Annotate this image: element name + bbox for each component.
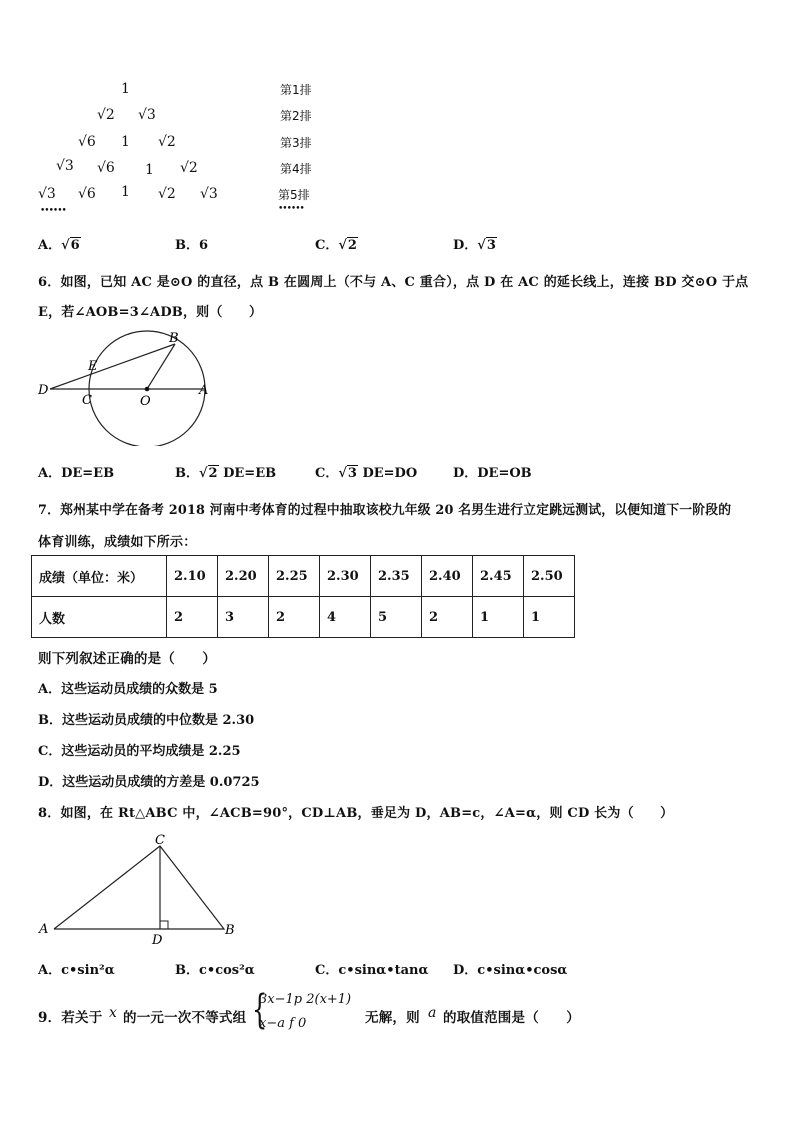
q6-option-b-radicand: 2 — [208, 466, 218, 481]
tri-r4-i2: √6 — [97, 160, 115, 176]
q9-var-a: a — [428, 1005, 437, 1021]
tri-r5-i4: √2 — [158, 186, 176, 202]
q7-text-line1: 7．郑州某中学在备考 2018 河南中考体育的过程中抽取该校九年级 20 名男生进行立定跳远测试，以便知道下一阶段的 — [38, 503, 732, 518]
q5-option-a[interactable] — [38, 234, 81, 253]
brace-icon: { — [252, 987, 268, 1033]
label-b: B — [225, 923, 235, 938]
q7-option-c[interactable]: C．这些运动员的平均成绩是 2.25 — [38, 744, 241, 759]
q5-option-d-value: 3 — [486, 238, 496, 253]
sqrt-sign: √ — [338, 238, 347, 253]
q6-option-b-rest: DE=EB — [223, 466, 277, 481]
q7-option-a[interactable]: A．这些运动员成绩的众数是 5 — [38, 682, 218, 697]
tri-r3-i3: √2 — [158, 134, 176, 150]
label-b: B — [169, 331, 179, 346]
right-angle-mark — [160, 921, 168, 929]
sqrt-sign: √ — [477, 238, 486, 253]
table-row — [32, 597, 575, 638]
tri-r1-i1: 1 — [121, 81, 130, 97]
label-o: O — [140, 394, 151, 409]
q5-option-d[interactable] — [453, 234, 497, 253]
table-cell: 2.10 — [167, 556, 218, 597]
q9-prefix: 9．若关于 — [38, 1010, 103, 1026]
sqrt-sign: √ — [61, 238, 70, 253]
label-e: E — [88, 359, 98, 374]
q7-prompt: 则下列叙述正确的是（ ） — [38, 651, 217, 667]
q9-inequality-2: x−a f 0 — [259, 1016, 307, 1031]
q8-option-b[interactable]: B．c•cos²α — [175, 963, 255, 978]
table-cell: 2 — [422, 597, 473, 638]
table-cell: 2.20 — [218, 556, 269, 597]
q8-option-d[interactable]: D．c•sinα•cosα — [453, 963, 568, 978]
q6-option-a[interactable]: A．DE=EB — [38, 466, 115, 481]
q8-text: 8．如图，在 Rt△ABC 中，∠ACB=90°，CD⊥AB，垂足为 D，AB=c，∠A=α，则 CD 长为（ ） — [38, 806, 674, 821]
q6-option-d[interactable]: D．DE=OB — [453, 466, 532, 481]
q6-text-line2: E，若∠AOB=3∠ADB，则（ ） — [38, 305, 263, 320]
line-db — [50, 344, 175, 389]
sqrt-sign: √ — [338, 466, 347, 481]
q9-suffix1: 无解，则 — [365, 1010, 420, 1026]
label-c: C — [82, 393, 92, 408]
q6-circle-figure — [36, 328, 216, 446]
table-cell: 2.40 — [422, 556, 473, 597]
q9-inequality-1: 3x−1p 2(x+1) — [259, 992, 352, 1007]
label-c: C — [155, 833, 165, 848]
q5-option-c-prefix: C． — [315, 238, 339, 253]
table-cell: 1 — [473, 597, 524, 638]
tri-r4-i1: √3 — [56, 158, 74, 174]
q6-option-b[interactable] — [175, 462, 276, 481]
q8-option-c[interactable]: C．c•sinα•tanα — [315, 963, 429, 978]
q8-triangle-figure — [34, 830, 240, 950]
tri-dots-left: •••••• — [40, 206, 66, 216]
table-cell: 2.25 — [269, 556, 320, 597]
q9-mid: 的一元一次不等式组 — [123, 1010, 247, 1026]
table-header-score: 成绩（单位：米） — [32, 556, 167, 597]
q5-option-c-value: 2 — [347, 238, 357, 253]
table-cell: 2 — [167, 597, 218, 638]
label-d: D — [152, 933, 163, 948]
tri-r2-i1: √2 — [97, 107, 115, 123]
q8-option-a[interactable]: A．c•sin²α — [38, 963, 115, 978]
table-row — [32, 556, 575, 597]
table-cell: 2.35 — [371, 556, 422, 597]
tri-dots-right: •••••• — [278, 204, 304, 214]
sqrt-sign: √ — [199, 466, 208, 481]
q9-suffix2: 的取值范围是（ ） — [443, 1010, 580, 1026]
q6-option-b-prefix: B． — [175, 466, 199, 481]
q6-option-c-rest: DE=DO — [362, 466, 418, 481]
row-label-5: 第5排 — [278, 188, 310, 202]
row-label-2: 第2排 — [280, 109, 312, 123]
row-label-1: 第1排 — [280, 83, 312, 97]
tri-r3-i1: √6 — [78, 134, 96, 150]
triangle-abc — [54, 846, 224, 929]
tri-r5-i3: 1 — [121, 184, 130, 200]
q9-var-x: x — [109, 1005, 117, 1021]
label-a: A — [199, 383, 209, 398]
table-cell: 2.30 — [320, 556, 371, 597]
label-a: A — [39, 922, 49, 937]
scores-table — [31, 555, 575, 638]
label-d: D — [38, 383, 49, 398]
tri-r5-i5: √3 — [200, 186, 218, 202]
table-cell: 2.50 — [524, 556, 575, 597]
table-header-count: 人数 — [32, 597, 167, 638]
q6-option-c-prefix: C． — [315, 466, 339, 481]
q5-option-c[interactable] — [315, 234, 358, 253]
q5-option-b[interactable]: B．6 — [175, 238, 209, 253]
q6-option-c[interactable] — [315, 462, 417, 481]
q6-text-line1: 6．如图，已知 AC 是⊙O 的直径，点 B 在圆周上（不与 A、C 重合），点 D 在 AC 的延长线上，连接 BD 交⊙O 于点 — [38, 275, 749, 290]
q6-option-c-radicand: 3 — [347, 466, 357, 481]
q7-text-line2: 体育训练，成绩如下所示： — [38, 535, 197, 550]
table-cell: 4 — [320, 597, 371, 638]
row-label-3: 第3排 — [280, 136, 312, 150]
table-cell: 5 — [371, 597, 422, 638]
q5-option-a-value: 6 — [70, 238, 80, 253]
tri-r4-i3: 1 — [145, 162, 154, 178]
tri-r4-i4: √2 — [180, 160, 198, 176]
q7-option-d[interactable]: D．这些运动员成绩的方差是 0.0725 — [38, 775, 260, 790]
table-cell: 2 — [269, 597, 320, 638]
table-cell: 1 — [524, 597, 575, 638]
q5-option-d-prefix: D． — [453, 238, 478, 253]
center-point — [145, 387, 150, 392]
table-cell: 2.45 — [473, 556, 524, 597]
q5-option-a-prefix: A． — [38, 238, 62, 253]
tri-r3-i2: 1 — [121, 134, 130, 150]
q7-option-b[interactable]: B．这些运动员成绩的中位数是 2.30 — [38, 713, 255, 728]
line-ob — [147, 344, 175, 389]
tri-r2-i2: √3 — [138, 107, 156, 123]
row-label-4: 第4排 — [280, 162, 312, 176]
tri-r5-i1: √3 — [38, 186, 56, 202]
table-cell: 3 — [218, 597, 269, 638]
tri-r5-i2: √6 — [78, 186, 96, 202]
